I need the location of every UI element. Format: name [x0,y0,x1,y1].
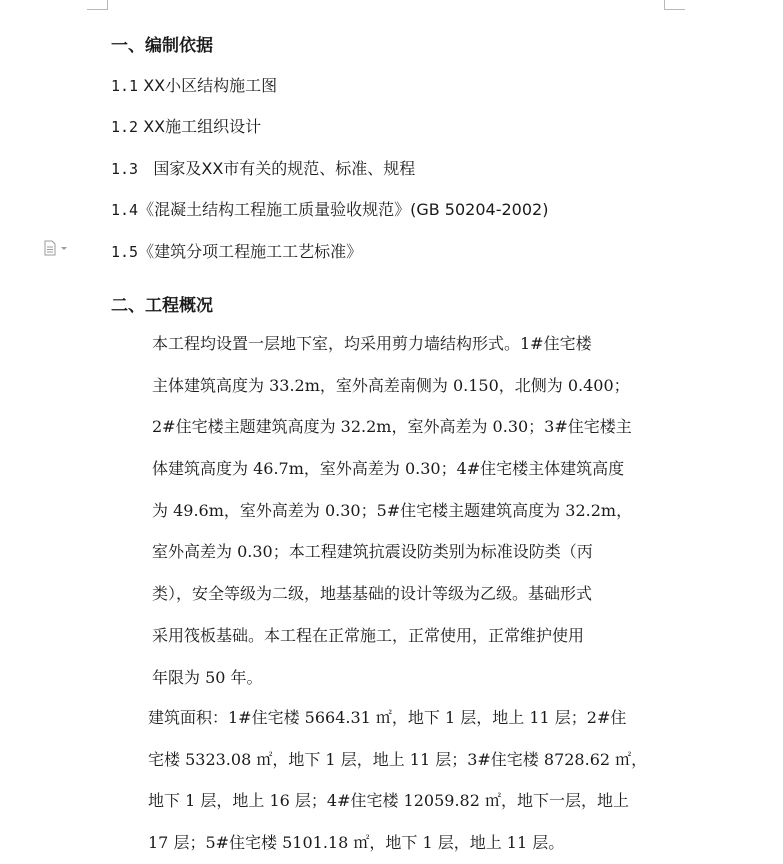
overview-paragraph [152,323,672,698]
paragraph-line: 为 49.6m，室外高差为 0.30；5#住宅楼主题建筑高度为 32.2m， [152,500,633,520]
page-corner-mark-right [664,0,685,10]
paragraph-line: 地下 1 层，地上 16 层；4#住宅楼 12059.82 ㎡，地下一层，地上 [148,791,629,811]
section-heading-basis: 一、编制依据 [111,36,213,56]
page-corner-mark-left [87,0,108,10]
basis-item-text: XX小区结构施工图 [143,76,278,95]
paragraph-line: 年限为 50 年。 [152,667,263,687]
basis-item-number: 1.4 [111,201,139,219]
section-heading-overview: 二、工程概况 [111,296,213,316]
basis-item-text: 《建筑分项工程施工工艺标准》 [138,242,363,261]
basis-item-4 [111,197,548,220]
basis-item-number: 1.1 [111,77,139,95]
paragraph-line: 2#住宅楼主题建筑高度为 32.2m，室外高差为 0.30；3#住宅楼主 [152,417,632,437]
paragraph-line: 采用筏板基础。本工程在正常施工，正常使用，正常维护使用 [152,625,585,645]
paragraph-line: 类），安全等级为二级，地基基础的设计等级为乙级。基础形式 [152,584,593,604]
basis-item-2 [111,114,261,137]
paragraph-line: 体建筑高度为 46.7m，室外高差为 0.30；4#住宅楼主体建筑高度 [152,459,625,479]
basis-item-3 [111,156,415,179]
paragraph-line: 室外高差为 0.30；本工程建筑抗震设防类别为标准设防类（丙 [152,542,593,562]
basis-item-number: 1.2 [111,118,139,136]
basis-item-1 [111,73,277,96]
paragraph-layout-icon[interactable] [43,240,71,256]
paragraph-line: 建筑面积：1#住宅楼 5664.31 ㎡，地下 1 层，地上 11 层；2#住 [148,708,627,727]
paragraph-line: 主体建筑高度为 33.2m，室外高差南侧为 0.150，北侧为 0.400； [152,375,630,395]
paragraph-line: 宅楼 5323.08 ㎡，地下 1 层，地上 11 层；3#住宅楼 8728.62 ㎡， [148,749,648,769]
paragraph-line: 17 层；5#住宅楼 5101.18 ㎡，地下 1 层，地上 11 层。 [148,833,565,853]
basis-item-number: 1.5 [111,243,139,261]
paragraph-line: 本工程均设置一层地下室，均采用剪力墙结构形式。1#住宅楼 [152,334,592,353]
basis-item-number: 1.3 [111,160,139,178]
building-area-paragraph [148,697,672,864]
basis-item-text: 《混凝土结构工程施工质量验收规范》(GB 50204-2002) [138,200,549,219]
basis-item-text: XX施工组织设计 [143,117,262,136]
basis-item-5 [111,239,362,262]
basis-item-text: 国家及XX市有关的规范、标准、规程 [143,159,416,178]
